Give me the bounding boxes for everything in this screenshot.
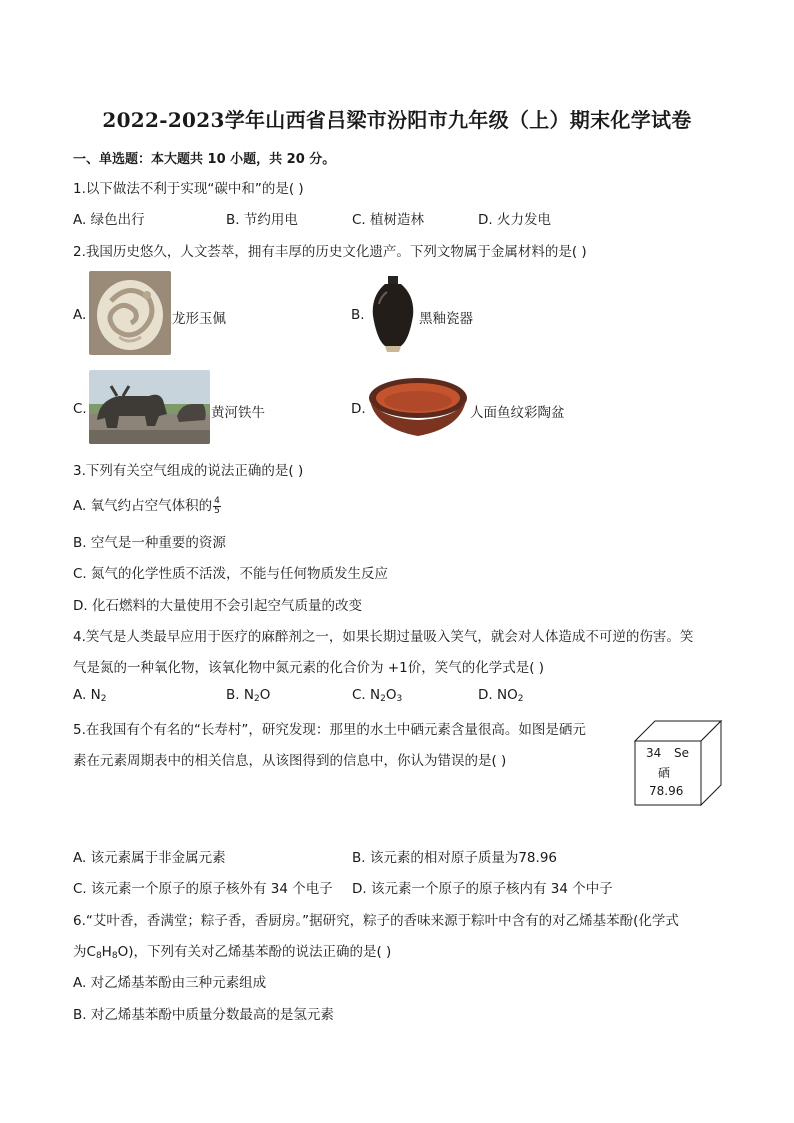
- q4-b-subscript: 2: [253, 694, 260, 704]
- jade-dragon-pendant-image: [89, 271, 171, 355]
- q6-formula-subscript-2: 8: [111, 951, 118, 961]
- q3-option-c: C. 氮气的化学性质不活泼，不能与任何物质发生反应: [73, 566, 389, 582]
- element-name: 硒: [658, 766, 671, 780]
- q1-option-a: A. 绿色出行: [73, 212, 145, 228]
- q5-stem-line2: 素在元素周期表中的相关信息，从该图得到的信息中，你认为错误的是( ): [73, 753, 507, 769]
- q5-option-c: C. 该元素一个原子的原子核外有 34 个电子: [73, 881, 333, 897]
- q5-option-b: B. 该元素的相对原子质量为78.96: [352, 850, 557, 866]
- fraction-denominator: 5: [214, 505, 220, 516]
- q2-option-c-letter: C.: [73, 401, 87, 417]
- q4-b-text: B. N: [226, 687, 254, 703]
- fraction-numerator: 4: [214, 495, 220, 506]
- q5-option-a: A. 该元素属于非金属元素: [73, 850, 226, 866]
- q3-option-b: B. 空气是一种重要的资源: [73, 535, 226, 551]
- q1-stem: 1.以下做法不利于实现“碳中和”的是( ): [73, 181, 304, 197]
- q6-formula-text: 为C: [73, 944, 96, 960]
- q6-formula-subscript-1: 8: [95, 951, 102, 961]
- q2-stem: 2.我国历史悠久，人文荟萃，拥有丰厚的历史文化遗产。下列文物属于金属材料的是( ): [73, 244, 587, 260]
- painted-pottery-basin-image: [367, 374, 470, 442]
- q3-option-a-text: A. 氧气约占空气体积的: [73, 498, 213, 514]
- black-glazed-porcelain-image: [367, 274, 419, 354]
- q2-option-a-label: 龙形玉佩: [172, 311, 226, 327]
- q3-option-d: D. 化石燃料的大量使用不会引起空气质量的改变: [73, 598, 362, 614]
- q4-option-c: [352, 687, 402, 704]
- q6-stem-line1: 6.“艾叶香，香满堂；粽子香，香厨房。”据研究，粽子的香味来源于粽叶中含有的对乙烯基苯酚(化学式: [73, 913, 679, 929]
- q6-option-a: A. 对乙烯基苯酚由三种元素组成: [73, 975, 267, 991]
- q1-option-c: C. 植树造林: [352, 212, 425, 228]
- q3-fraction: [213, 497, 221, 516]
- q6-stem-line2: [73, 940, 391, 961]
- element-symbol: Se: [674, 746, 689, 760]
- q4-c-subscript-2: 3: [396, 694, 403, 704]
- q4-c-text-mid: O: [385, 687, 397, 703]
- q4-option-d: [478, 687, 523, 704]
- q6-option-b: B. 对乙烯基苯酚中质量分数最高的是氢元素: [73, 1007, 334, 1023]
- q4-d-text: D. NO: [478, 687, 518, 703]
- q5-stem-line1: 5.在我国有个有名的“长寿村”，研究发现：那里的水土中硒元素含量很高。如图是硒元: [73, 722, 586, 738]
- q4-c-subscript-1: 2: [380, 694, 386, 704]
- q3-option-a: [73, 494, 221, 516]
- section-heading: 一、单选题：本大题共 10 小题，共 20 分。: [73, 152, 336, 167]
- q6-formula-mid: H: [101, 944, 112, 960]
- q4-stem-line2: 气是氮的一种氧化物，该氧化物中氮元素的化合价为 +1价，笑气的化学式是( ): [73, 660, 545, 676]
- q3-stem: 3.下列有关空气组成的说法正确的是( ): [73, 463, 304, 479]
- exam-title: 2022-2023学年山西省吕梁市汾阳市九年级（上）期末化学试卷: [102, 108, 692, 132]
- q4-option-a: [73, 687, 106, 704]
- q4-a-text: A. N: [73, 687, 101, 703]
- atomic-number: 34: [646, 746, 662, 760]
- q4-option-b: [226, 687, 270, 704]
- q6-stem-rest: O)，下列有关对乙烯基苯酚的说法正确的是( ): [117, 944, 392, 960]
- q2-option-a-letter: A.: [73, 307, 87, 323]
- yellow-river-iron-ox-image: [89, 370, 210, 444]
- selenium-element-tile: [634, 719, 722, 807]
- q4-b-text-end: O: [259, 687, 271, 703]
- q4-stem-line1: 4.笑气是人类最早应用于医疗的麻醉剂之一，如果长期过量吸入笑气，就会对人体造成不可逆的伤害。笑: [73, 629, 694, 645]
- q4-d-subscript: 2: [517, 694, 524, 704]
- q5-option-d: D. 该元素一个原子的原子核内有 34 个中子: [352, 881, 613, 897]
- q1-option-b: B. 节约用电: [226, 212, 298, 228]
- q2-option-d-label: 人面鱼纹彩陶盆: [470, 405, 565, 421]
- q2-option-c-label: 黄河铁牛: [211, 405, 265, 421]
- q2-option-d-letter: D.: [351, 401, 366, 417]
- q2-option-b-letter: B.: [351, 307, 365, 323]
- q1-option-d: D. 火力发电: [478, 212, 551, 228]
- atomic-mass: 78.96: [649, 784, 684, 798]
- q4-a-subscript: 2: [100, 694, 107, 704]
- q2-option-b-label: 黑釉瓷器: [419, 311, 473, 327]
- q4-c-text: C. N: [352, 687, 381, 703]
